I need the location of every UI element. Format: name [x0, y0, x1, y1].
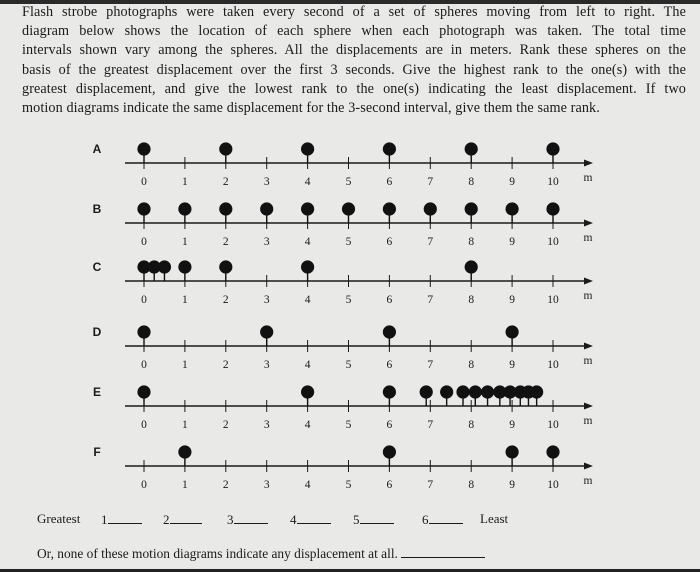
tick-label: 8 — [468, 176, 475, 188]
sphere — [440, 385, 453, 398]
unit-label: m — [583, 355, 593, 367]
tick-label: 3 — [263, 294, 270, 306]
sphere — [219, 142, 232, 155]
axis-arrowhead — [584, 403, 593, 410]
prompt-line: motion diagrams indicate the same displacement for the 3-second interval, give them the same rank. — [22, 100, 600, 117]
tick-label: 2 — [222, 294, 229, 306]
sphere — [137, 385, 150, 398]
tick-label: 5 — [345, 419, 352, 431]
rank-slot-6[interactable] — [422, 511, 463, 528]
sphere — [505, 202, 518, 215]
tick-label: 9 — [509, 294, 515, 306]
sphere — [158, 260, 171, 273]
rank-blank[interactable] — [108, 511, 142, 524]
tick-label: 1 — [182, 419, 188, 431]
sphere — [456, 385, 469, 398]
sphere — [383, 325, 396, 338]
diagram-label: F — [93, 445, 101, 459]
prompt-line: greatest displacement, and give the lowest rank to the one(s) indicating the least displacement. If two — [22, 80, 686, 97]
tick-label: 7 — [427, 479, 434, 491]
sphere — [301, 260, 314, 273]
diagram-label: E — [92, 385, 102, 399]
rank-number: 1 — [101, 512, 108, 527]
diagram-label: D — [92, 325, 102, 339]
none-option-blank[interactable] — [401, 545, 485, 558]
prompt-line: diagram below shows the location of each sphere when each photograph was taken. The total time — [22, 23, 686, 40]
sphere — [260, 202, 273, 215]
axis-arrowhead — [584, 220, 593, 227]
tick-label: 6 — [386, 359, 393, 371]
unit-label: m — [583, 290, 593, 302]
tick-label: 8 — [468, 359, 475, 371]
tick-label: 0 — [141, 294, 147, 306]
prompt-line: Flash strobe photographs were taken every second of a set of spheres moving from left to right. The — [22, 4, 686, 20]
tick-label: 0 — [141, 236, 147, 248]
tick-label: 10 — [547, 359, 559, 371]
tick-label: 6 — [386, 236, 393, 248]
sphere — [178, 202, 191, 215]
tick-label: 8 — [468, 236, 475, 248]
sphere — [530, 385, 543, 398]
tick-label: 4 — [304, 294, 311, 306]
tick-label: 5 — [345, 236, 352, 248]
sphere — [505, 325, 518, 338]
rank-blank[interactable] — [360, 511, 394, 524]
tick-label: 1 — [182, 359, 188, 371]
sphere — [469, 385, 482, 398]
tick-label: 7 — [427, 359, 434, 371]
rank-number: 5 — [353, 512, 360, 527]
tick-label: 9 — [509, 359, 515, 371]
sphere — [342, 202, 355, 215]
tick-label: 8 — [468, 479, 475, 491]
sphere — [219, 202, 232, 215]
tick-label: 0 — [141, 419, 147, 431]
tick-label: 6 — [386, 176, 393, 188]
sphere — [301, 202, 314, 215]
tick-label: 3 — [263, 479, 270, 491]
rank-blank[interactable] — [297, 511, 331, 524]
tick-label: 8 — [468, 419, 475, 431]
sphere — [546, 142, 559, 155]
tick-label: 5 — [345, 294, 352, 306]
sphere — [383, 445, 396, 458]
tick-label: 3 — [263, 419, 270, 431]
tick-label: 3 — [263, 359, 270, 371]
diagram-label: C — [92, 260, 102, 274]
diagram-label: B — [92, 202, 102, 216]
tick-label: 4 — [304, 236, 311, 248]
rank-blank[interactable] — [170, 511, 202, 524]
sphere — [481, 385, 494, 398]
sphere — [383, 202, 396, 215]
tick-label: 2 — [222, 236, 229, 248]
rank-blank[interactable] — [234, 511, 268, 524]
tick-label: 9 — [509, 236, 515, 248]
sphere — [546, 445, 559, 458]
tick-label: 6 — [386, 479, 393, 491]
sphere — [137, 202, 150, 215]
least-label: Least — [480, 511, 509, 526]
axis-arrowhead — [584, 160, 593, 167]
rank-number: 4 — [290, 512, 297, 527]
tick-label: 0 — [141, 176, 147, 188]
greatest-label: Greatest — [37, 511, 81, 526]
sphere — [465, 142, 478, 155]
motion-diagram-f — [93, 445, 593, 491]
prompt-line: intervals shown vary among the spheres. All the displacements are in meters. Rank these spheres on the — [22, 42, 686, 59]
sphere — [137, 325, 150, 338]
motion-diagram-d — [93, 325, 593, 371]
sphere — [301, 385, 314, 398]
sphere — [137, 142, 150, 155]
rank-number: 2 — [163, 512, 170, 527]
unit-label: m — [583, 475, 593, 487]
motion-diagram-b — [93, 202, 593, 248]
sphere — [465, 260, 478, 273]
rank-slot-5[interactable] — [353, 511, 394, 528]
sphere — [420, 385, 433, 398]
tick-label: 3 — [263, 176, 270, 188]
unit-label: m — [583, 232, 593, 244]
rank-slot-4[interactable] — [290, 511, 331, 528]
tick-label: 4 — [304, 479, 311, 491]
tick-label: 9 — [509, 176, 515, 188]
sphere — [383, 142, 396, 155]
unit-label: m — [583, 172, 593, 184]
tick-label: 5 — [345, 479, 352, 491]
sphere — [219, 260, 232, 273]
tick-label: 4 — [304, 419, 311, 431]
tick-label: 5 — [345, 176, 352, 188]
tick-label: 2 — [222, 419, 229, 431]
tick-label: 2 — [222, 176, 229, 188]
sphere — [465, 202, 478, 215]
tick-label: 2 — [222, 359, 229, 371]
motion-diagram-c — [93, 260, 593, 306]
sphere — [424, 202, 437, 215]
tick-label: 10 — [547, 419, 559, 431]
tick-label: 3 — [263, 236, 270, 248]
tick-label: 6 — [386, 294, 393, 306]
rank-number: 6 — [422, 512, 429, 527]
tick-label: 0 — [141, 479, 147, 491]
rank-slot-2[interactable] — [163, 511, 202, 528]
rank-slot-1[interactable] — [101, 511, 142, 528]
tick-label: 7 — [427, 419, 434, 431]
sphere — [178, 445, 191, 458]
tick-label: 0 — [141, 359, 147, 371]
tick-label: 6 — [386, 419, 393, 431]
tick-label: 1 — [182, 236, 188, 248]
sphere — [301, 142, 314, 155]
diagram-label: A — [92, 142, 102, 156]
rank-slot-3[interactable] — [227, 511, 268, 528]
sphere — [546, 202, 559, 215]
prompt-line: basis of the greatest displacement over the first 3 seconds. Give the highest rank to the one(s) with the — [22, 61, 686, 78]
sphere — [505, 445, 518, 458]
sphere — [383, 385, 396, 398]
tick-label: 4 — [304, 359, 311, 371]
none-option-text: Or, none of these motion diagrams indicate any displacement at all. — [37, 546, 398, 561]
sphere — [178, 260, 191, 273]
axis-arrowhead — [584, 463, 593, 470]
none-option — [37, 545, 485, 562]
tick-label: 10 — [547, 294, 559, 306]
tick-label: 1 — [182, 294, 188, 306]
rank-number: 3 — [227, 512, 234, 527]
motion-diagram-a — [93, 142, 593, 188]
tick-label: 1 — [182, 176, 188, 188]
tick-label: 7 — [427, 236, 434, 248]
rank-blank[interactable] — [429, 511, 463, 524]
unit-label: m — [583, 415, 593, 427]
axis-arrowhead — [584, 278, 593, 285]
tick-label: 8 — [468, 294, 475, 306]
tick-label: 9 — [509, 419, 515, 431]
tick-label: 10 — [547, 236, 559, 248]
tick-label: 5 — [345, 359, 352, 371]
tick-label: 1 — [182, 479, 188, 491]
tick-label: 10 — [547, 479, 559, 491]
tick-label: 10 — [547, 176, 559, 188]
sphere — [260, 325, 273, 338]
tick-label: 7 — [427, 294, 434, 306]
motion-diagram-e — [93, 385, 593, 431]
tick-label: 7 — [427, 176, 434, 188]
tick-label: 4 — [304, 176, 311, 188]
tick-label: 9 — [509, 479, 515, 491]
axis-arrowhead — [584, 343, 593, 350]
tick-label: 2 — [222, 479, 229, 491]
